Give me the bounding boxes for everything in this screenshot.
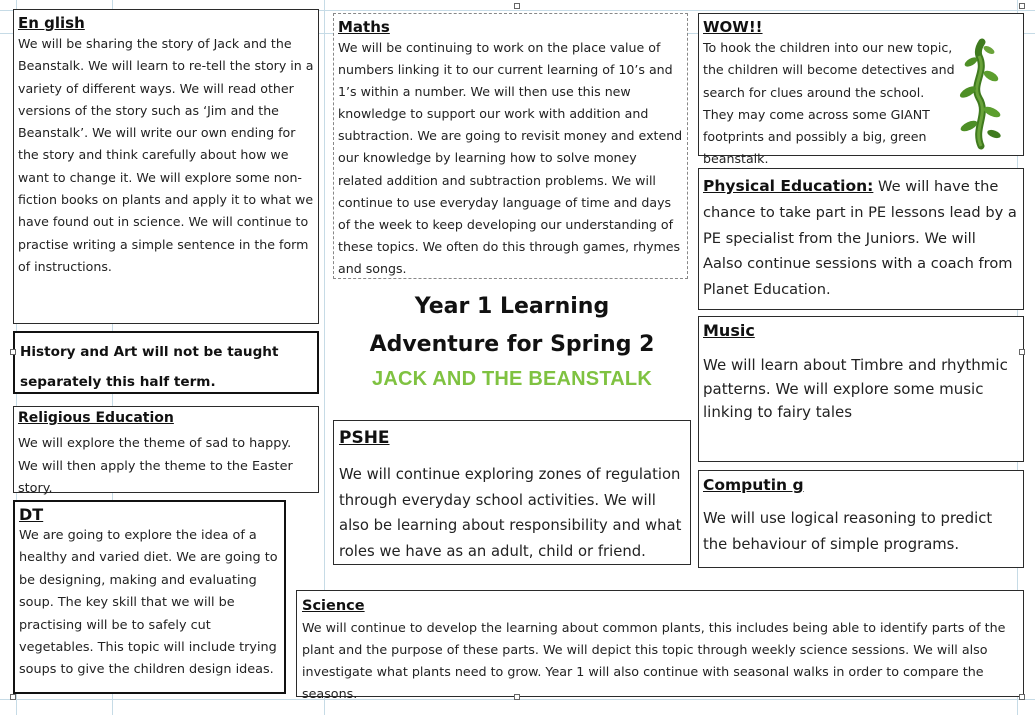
topic-title: JACK AND THE BEANSTALK [372,368,652,390]
computing-panel [698,470,1024,568]
pe-heading: Physical Education: [703,177,874,195]
music-text: We will learn about Timbre and rhythmic patterns. We will explore some music linking to fairy tales [703,356,1008,421]
resize-handle[interactable] [1019,3,1025,9]
resize-handle[interactable] [514,694,520,700]
re-heading: Religious Education [18,410,174,426]
beanstalk-icon [959,42,1003,146]
title-line1: Year 1 Learning [414,294,610,319]
pshe-text: We will continue exploring zones of regulation through everyday school activities. We will also be learning about responsibility and what roles we have as an adult, child or friend. [339,466,682,560]
dt-panel [13,500,286,694]
computing-text: We will use logical reasoning to predict the behaviour of simple programs. [703,510,993,553]
english-text: We will be sharing the story of Jack and the Beanstalk. We will learn to re-tell the story in a variety of different ways. We will read other versions of the story such as ‘Jim and the Beanstalk’. We will write our own ending for the story and think carefully about how we want to change it. We will explore some non-fiction books on plants and apply it to what we have found out in science. We will continue to practise writing a simple sentence in the form of instructions. [18,36,314,274]
pe-panel [698,168,1024,310]
maths-heading: Maths [338,18,390,36]
history-art-panel [13,331,319,394]
dt-text: We are going to explore the idea of a healthy and varied diet. We are going to be designing, making and evaluating soup. The key skill that we will be practising will be to safely cut vegetables. This topic will include trying soups to give the children design ideas. [19,528,278,678]
history-art-text: History and Art will not be taught separately this half term. [20,344,279,390]
wow-text: To hook the children into our new topic, the children will become detectives and search for clues around the school. They may come across some GIANT footprints and possibly a big, green beanstalk. [703,40,955,167]
wow-heading: WOW!! [703,18,763,36]
english-panel [13,9,319,324]
resize-handle[interactable] [10,694,16,700]
title-line2: Adventure for Spring 2 [369,332,655,357]
music-panel [698,316,1024,462]
english-heading: En glish [18,14,85,32]
science-heading: Science [302,598,365,614]
pe-content [703,174,1019,303]
re-panel [13,406,319,496]
music-heading: Music [703,321,755,340]
re-text: We will explore the theme of sad to happy. We will then apply the theme to the Easter story. [18,436,293,496]
pshe-heading: PSHE [339,428,390,448]
science-panel [296,590,1024,701]
resize-handle[interactable] [1019,349,1025,355]
dt-heading: DT [19,505,44,524]
maths-text: We will be continuing to work on the place value of numbers linking it to our current learning of 10’s and 1’s within a number. We will then use this new knowledge to support our work with addition and subtraction. We are going to revisit money and extend our knowledge by learning how to solve money related addition and subtraction problems. We will continue to use everyday language of time and days of the week to keep developing our understanding of these topics. We often do this through games, rhymes and songs. [338,40,683,276]
page-title [333,288,691,394]
maths-panel [333,13,688,279]
computing-heading: Computin g [703,476,804,494]
pshe-panel [333,420,691,565]
resize-handle[interactable] [10,349,16,355]
resize-handle[interactable] [1019,694,1025,700]
wow-panel [698,13,1024,167]
science-text: We will continue to develop the learning about common plants, this includes being able to identify parts of the plant and the purpose of these parts. We will depict this topic through weekly science sessions. We will also investigate what plants need to grow. Year 1 will also continue with seasonal walks in order to compare the seasons. [302,620,1006,701]
pe-text: We will have the chance to take part in PE lessons lead by a PE specialist from the Juniors. We will Aalso continue sessions with a coach from Planet Education. [703,178,1017,299]
resize-handle[interactable] [514,3,520,9]
